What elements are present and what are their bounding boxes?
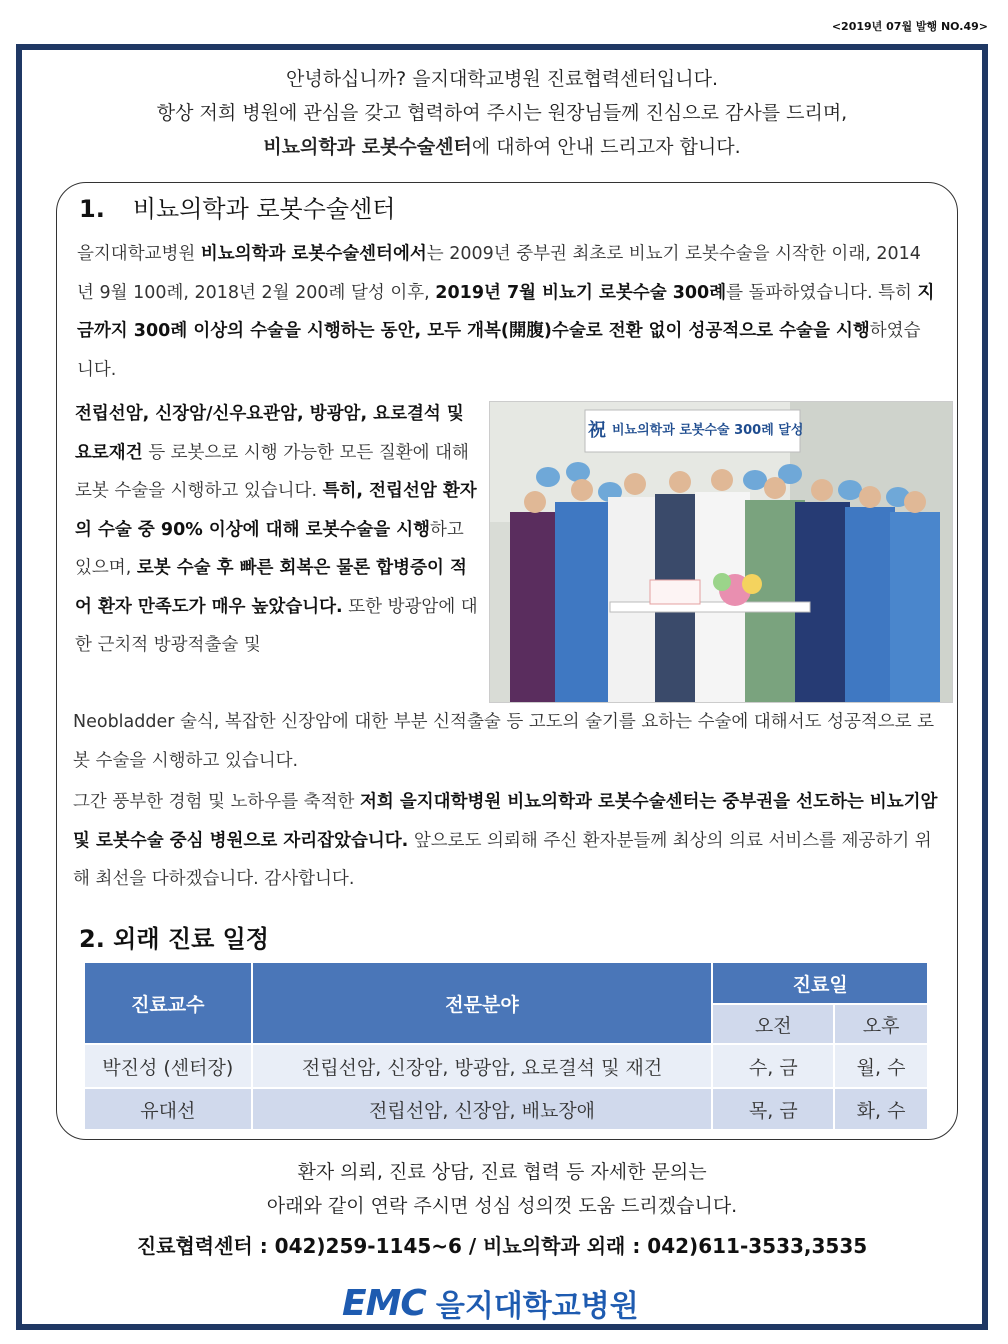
header-pm: 오후 xyxy=(834,1004,928,1044)
cell-pm: 화, 수 xyxy=(834,1088,928,1130)
table-row xyxy=(84,1044,928,1088)
contact-phone: 진료협력센터 : 042)259-1145~6 / 비뇨의학과 외래 : 042)611-3533,3535 xyxy=(136,1234,868,1258)
section1-paragraph-3: Neobladder 술식, 복잡한 신장암에 대한 부분 신적출술 등 고도의 술기를 요하는 수술에 대해서도 성공적으로 로봇 수술을 시행하고 있습니다. xyxy=(73,712,935,771)
header-specialty: 전문분야 xyxy=(252,962,713,1044)
cell-professor: 유대선 xyxy=(84,1088,252,1130)
greeting-line-1: 안녕하십니까? 을지대학교병원 진료협력센터입니다. xyxy=(286,68,718,90)
cell-pm: 월, 수 xyxy=(834,1044,928,1088)
greeting xyxy=(22,62,982,164)
p2-text-a: 전립선암, 신장암/신우요관암, 방광암, 요로결석 및 요로재건 xyxy=(75,404,464,463)
section1-paragraph-1 xyxy=(77,235,937,389)
p4-text-c: 앞으로도 의뢰해 주신 환자분들께 최상의 의료 서비스를 제공하기 위해 최선을 다하겠습니다. 감사합니다. xyxy=(73,830,932,889)
contact-info xyxy=(22,1155,982,1223)
cell-am: 목, 금 xyxy=(712,1088,834,1130)
section1-paragraph-2 xyxy=(75,395,480,665)
team-photo-illustration xyxy=(490,402,952,702)
contact-line-1: 환자 의뢰, 진료 상담, 진료 협력 등 자세한 문의는 xyxy=(297,1161,707,1183)
p1-text-b: 비뇨의학과 로봇수술센터에서 xyxy=(200,244,427,264)
p2-text-e: 로봇 수술 후 빠른 회복은 물론 합병증이 적어 환자 만족도가 매우 높았습니다. xyxy=(75,558,467,617)
cell-specialty: 전립선암, 신장암, 방광암, 요로결석 및 재건 xyxy=(252,1044,713,1088)
schedule-table xyxy=(83,961,929,1131)
section1-title: 비뇨의학과 로봇수술센터 xyxy=(132,195,396,223)
cell-specialty: 전립선암, 신장암, 배뇨장애 xyxy=(252,1088,713,1130)
p1-text-a: 을지대학교병원 xyxy=(77,244,201,264)
greeting-line-2: 항상 저희 병원에 관심을 갖고 협력하여 주시는 원장님들께 진심으로 감사를 드리며, xyxy=(156,102,848,124)
emc-logo-mark: EMC xyxy=(342,1282,426,1324)
section1-paragraph-4 xyxy=(73,783,943,899)
header-am: 오전 xyxy=(712,1004,834,1044)
banner-seal: 祝 xyxy=(588,420,606,441)
section1-number: 1. xyxy=(79,195,105,223)
section1-heading xyxy=(79,189,395,224)
cake xyxy=(650,580,700,604)
p1-text-e: 를 돌파하였습니다. 특히 xyxy=(726,282,918,303)
table-row xyxy=(84,1088,928,1130)
content-box xyxy=(56,182,958,1140)
contact-line-2: 아래와 같이 연락 주시면 성심 성의껏 도움 드리겠습니다. xyxy=(266,1195,738,1217)
team-photo xyxy=(489,401,953,703)
banner-text: 비뇨의학과 로봇수술 300례 달성 xyxy=(612,423,804,438)
p4-text-a: 그간 풍부한 경험 및 노하우를 축적한 xyxy=(73,792,360,812)
cell-am: 수, 금 xyxy=(712,1044,834,1088)
p2-text-b: 등 로봇으로 시행 가능한 모든 질환에 대해 로봇 수술을 시행하고 있습니다. xyxy=(75,442,469,501)
section2-title: 2. 외래 진료 일정 xyxy=(79,925,269,953)
p1-text-c: 는 2009년 중부권 최초로 비뇨기 로봇수술을 시작한 이래, 2014년 9월 100례, 2018년 2월 200례 달성 이후, xyxy=(77,244,921,303)
greeting-line-3-rest: 에 대하여 안내 드리고자 합니다. xyxy=(471,136,741,158)
cell-professor: 박진성 (센터장) xyxy=(84,1044,252,1088)
hospital-logo xyxy=(342,1282,639,1324)
issue-tag: <2019년 07월 발행 NO.49> xyxy=(831,20,988,33)
p1-text-g: 하였습니다. xyxy=(77,321,921,380)
p2-text-f: 또한 방광암에 대한 근치적 방광적출술 및 xyxy=(75,596,478,655)
greeting-center-name: 비뇨의학과 로봇수술센터 xyxy=(263,136,472,158)
header-professor: 진료교수 xyxy=(84,962,252,1044)
p1-text-f: 지금까지 300례 이상의 수술을 시행하는 동안, 모두 개복(開腹)수술로 전환 없이 성공적으로 수술을 시행 xyxy=(77,282,935,341)
p1-text-d: 2019년 7월 비뇨기 로봇수술 300례 xyxy=(435,282,727,303)
p2-text-d: 하고 있으며, xyxy=(75,519,464,578)
header-days: 진료일 xyxy=(712,962,928,1004)
greeting-line-3 xyxy=(22,130,982,164)
p2-text-c: 특히, 전립선암 환자의 수술 중 90% 이상에 대해 로봇수술을 시행 xyxy=(75,481,477,540)
hospital-name: 을지대학교병원 xyxy=(435,1289,639,1324)
p4-text-b: 저희 을지대학병원 비뇨의학과 로봇수술센터는 중부권을 선도하는 비뇨기암 및 로봇수술 중심 병원으로 자리잡았습니다. xyxy=(73,792,938,851)
newsletter-frame xyxy=(16,44,988,1330)
